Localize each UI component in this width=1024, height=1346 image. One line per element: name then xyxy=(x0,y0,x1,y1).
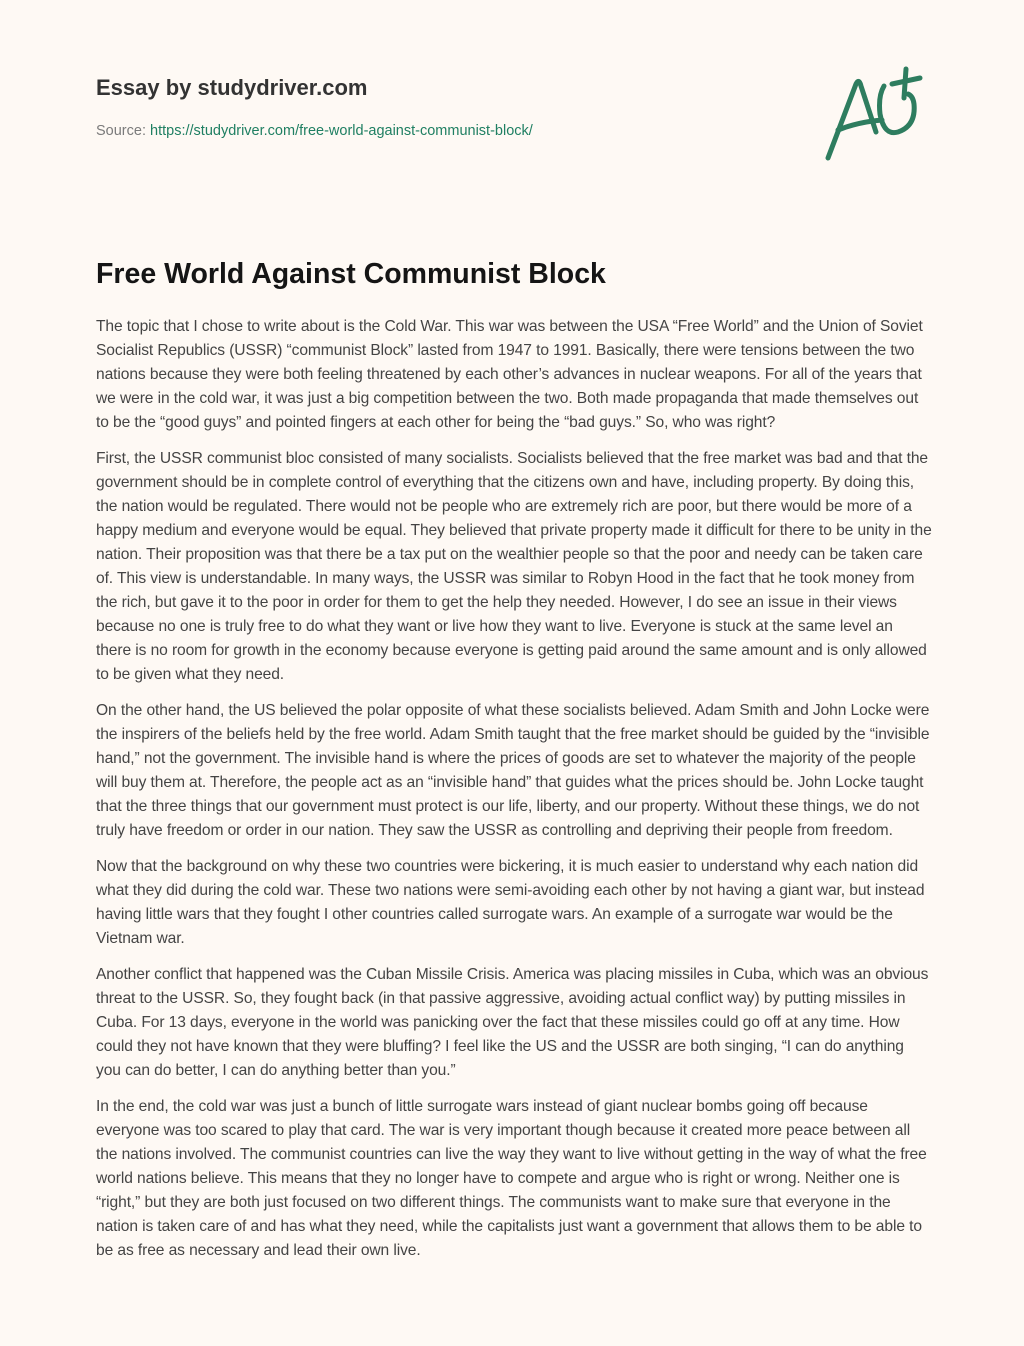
source-link[interactable]: https://studydriver.com/free-world-against-communist-block/ xyxy=(150,123,533,139)
essay-paragraph: The topic that I chose to write about is the Cold War. This war was between the USA “Free World” and the Union of Soviet Socialist Republics (USSR) “communist Block” lasted from 1947 to 1991. Basically, there were tensions between the two nations because they were both feeling threatened by each other’s advances in nuclear weapons. For all of the years that we were in the cold war, it was just a big competition between the two. Both made propaganda that made themselves out to be the “good guys” and pointed fingers at each other for being the “bad guys.” So, who was right? xyxy=(96,318,923,431)
source-line xyxy=(96,122,533,140)
essay-content xyxy=(96,255,932,1275)
essay-paragraph: Now that the background on why these two countries were bickering, it is much easier to understand why each nation did what they did during the cold war. These two nations were semi-avoiding each other by not having a giant war, but instead having little wars that they fought I other countries called surrogate wars. An example of a surrogate war would be the Vietnam war. xyxy=(96,858,925,947)
essay-paragraph: On the other hand, the US believed the polar opposite of what these socialists believed. Adam Smith and John Locke were the inspirers of the beliefs held by the free world. Adam Smith taught that the free market should be guided by the “invisible hand,” not the government. The invisible hand is where the prices of goods are set to whatever the majority of the people will buy them at. Therefore, the people act as an “invisible hand” that guides what the prices should be. John Locke taught that the three things that our government must protect is our life, liberty, and our property. Without these things, we do not truly have freedom or order in our nation. They saw the USSR as controlling and depriving their people from freedom. xyxy=(96,702,930,839)
site-title: Essay by studydriver.com xyxy=(96,75,368,100)
a-plus-grade-icon xyxy=(818,66,930,166)
essay-paragraph: In the end, the cold war was just a bunch of little surrogate wars instead of giant nuclear bombs going off because everyone was too scared to play that card. The war is very important though because it created more peace between all the nations involved. The communist countries can live the way they want to live without getting in the way of what the free world nations believe. This means that they no longer have to compete and argue who is right or wrong. Neither one is “right,” but they are both just focused on two different things. The communists want to make sure that everyone in the nation is taken care of and has what they need, while the capitalists just want a government that allows them to be able to be as free as necessary and lead their own live. xyxy=(96,1098,927,1259)
source-label: Source: xyxy=(96,123,146,139)
essay-paragraph: First, the USSR communist bloc consisted of many socialists. Socialists believed that the free market was bad and that the government should be in complete control of everything that the citizens own and have, including property. By doing this, the nation would be regulated. There would not be people who are extremely rich are poor, but there would be more of a happy medium and everyone would be equal. They believed that private property made it difficult for there to be unity in the nation. Their proposition was that there be a tax put on the wealthier people so that the poor and needy can be taken care of. This view is understandable. In many ways, the USSR was similar to Robyn Hood in the fact that he took money from the rich, but gave it to the poor in order for them to get the help they needed. However, I do see an issue in their views because no one is truly free to do what they want or live how they want to live. Everyone is stuck at the same level an there is no room for growth in the economy because everyone is getting paid around the same amount and is only allowed to be given what they need. xyxy=(96,450,932,683)
essay-paragraph: Another conflict that happened was the Cuban Missile Crisis. America was placing missiles in Cuba, which was an obvious threat to the USSR. So, they fought back (in that passive aggressive, avoiding actual conflict way) by putting missiles in Cuba. For 13 days, everyone in the world was panicking over the fact that these missiles could go off at any time. How could they not have known that they were bluffing? I feel like the US and the USSR are both singing, “I can do anything you can do better, I can do anything better than you.” xyxy=(96,966,929,1079)
essay-title: Free World Against Communist Block xyxy=(96,258,606,290)
page-header xyxy=(96,74,533,140)
